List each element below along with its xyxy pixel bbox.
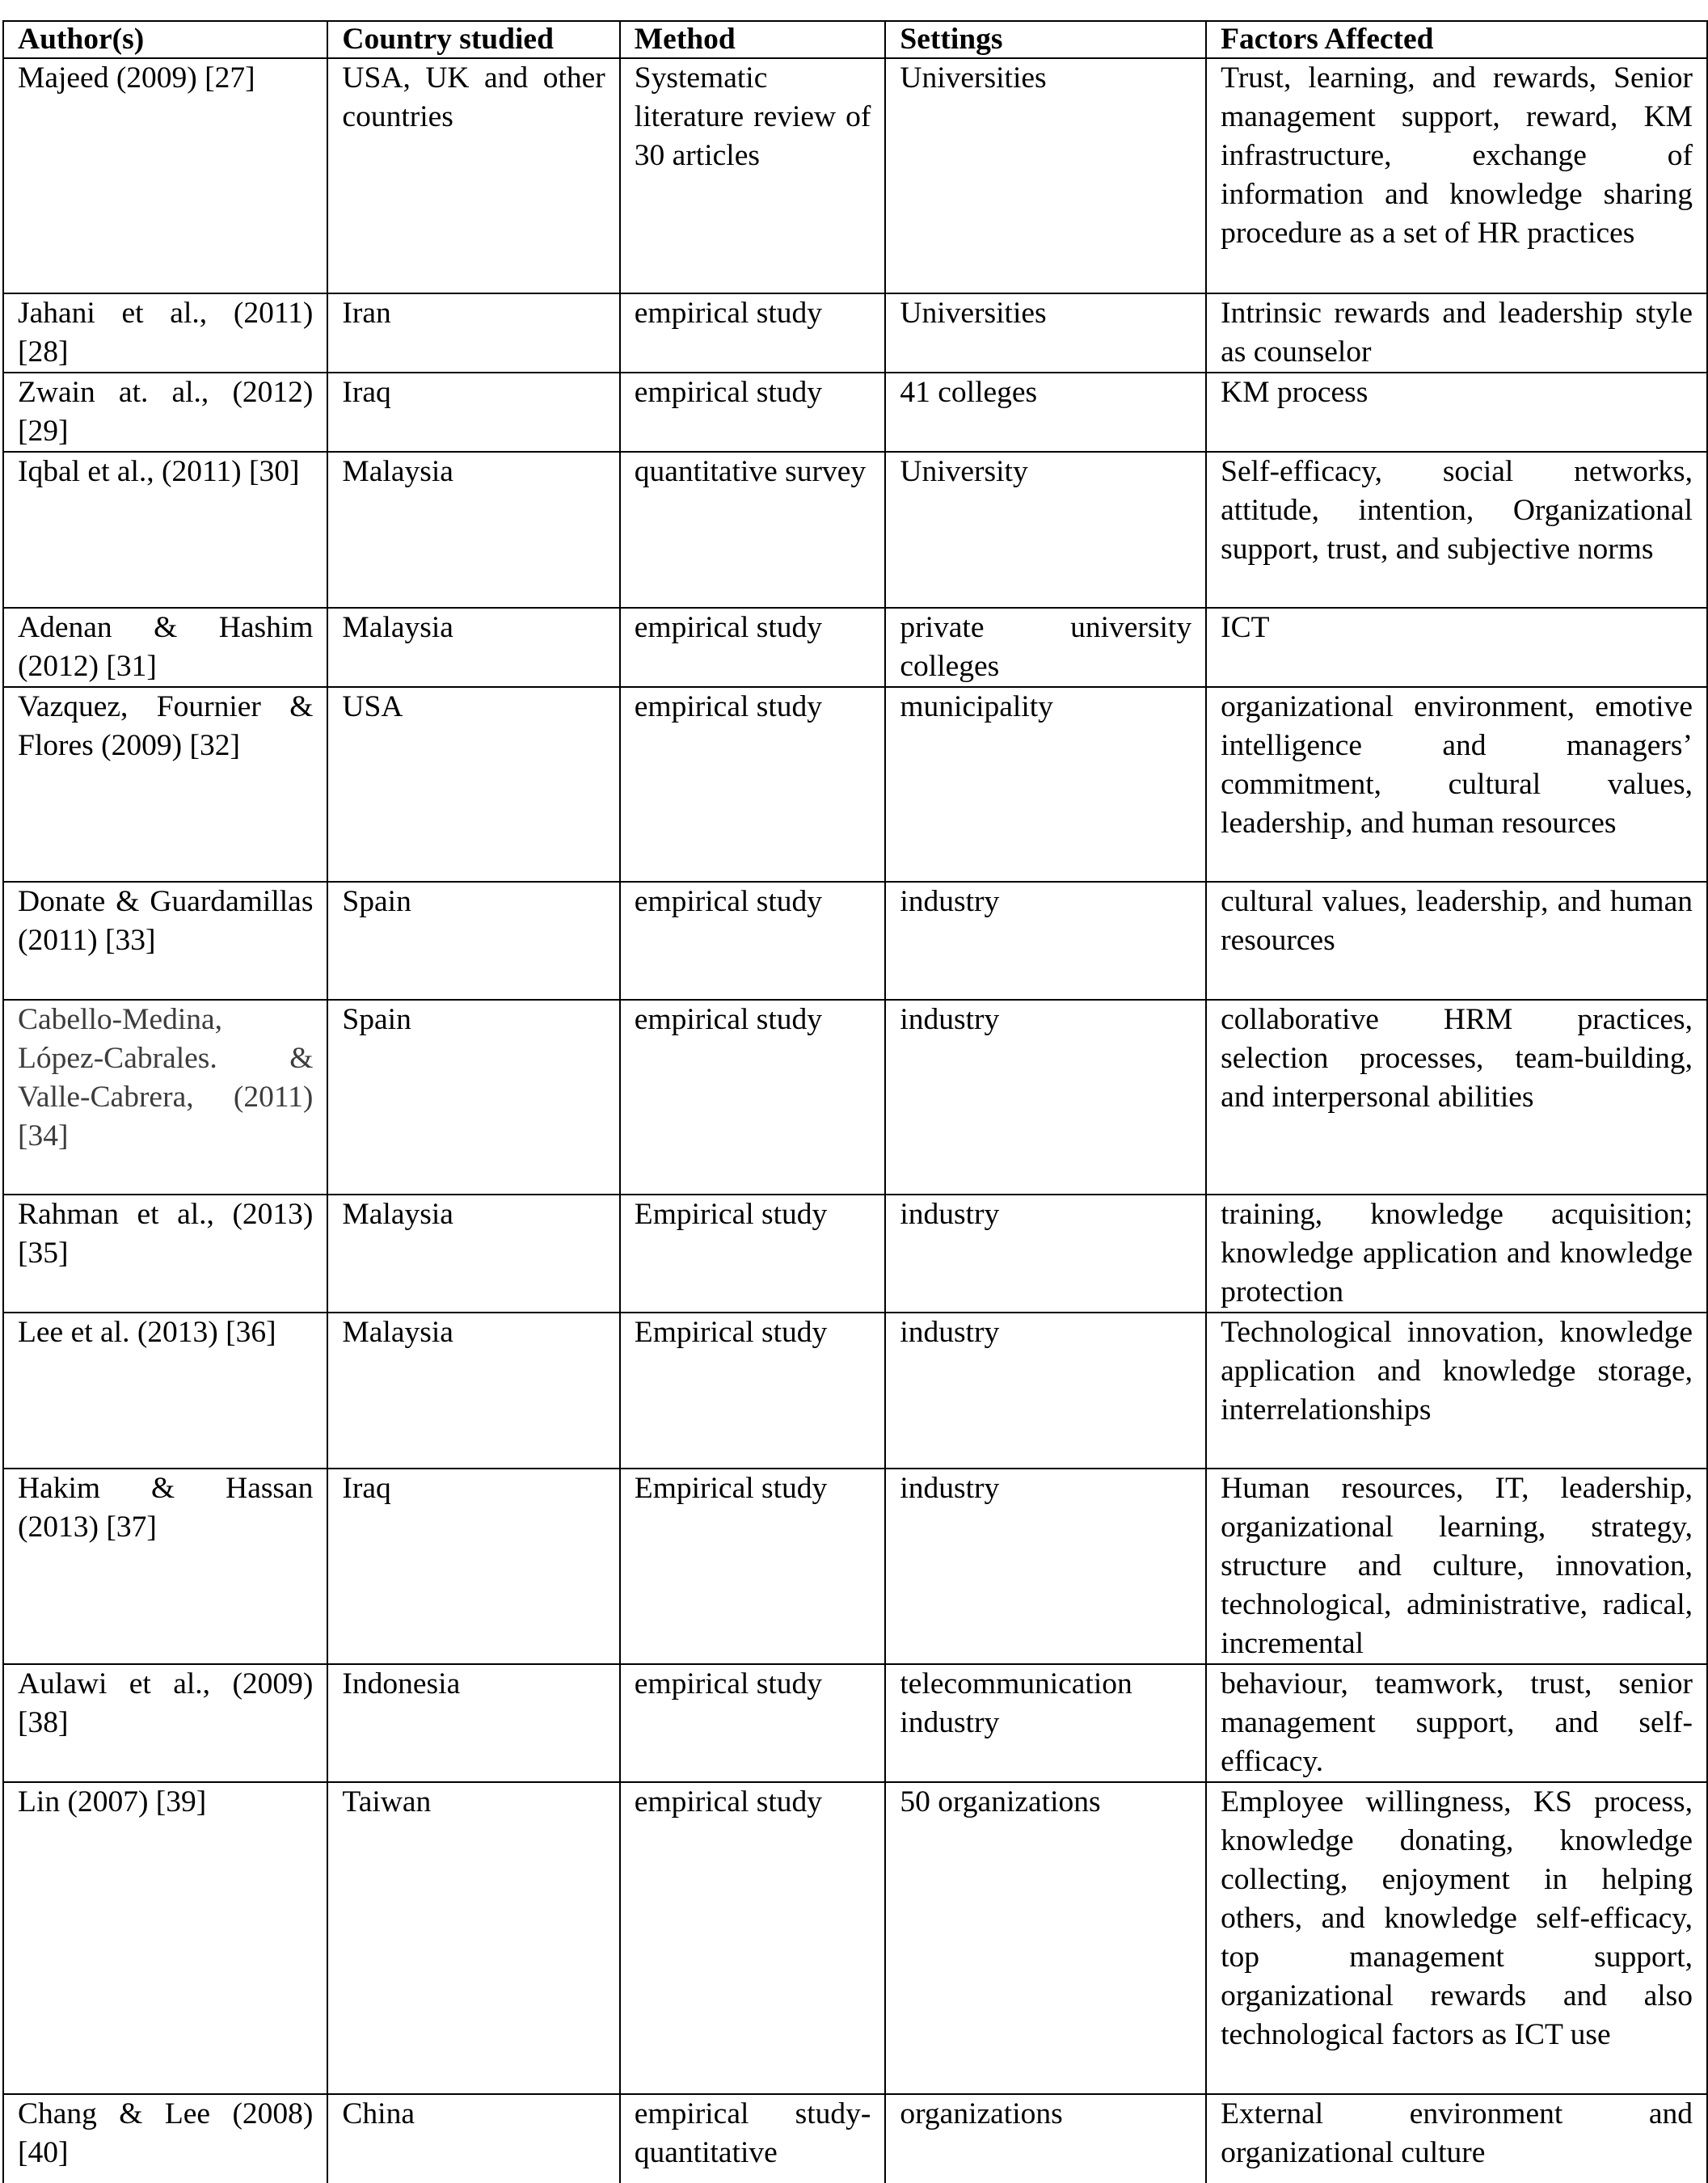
cell-country: USA [327, 687, 619, 882]
cell-author: Donate & Guardamillas (2011) [33] [3, 882, 327, 1000]
cell-country: Iran [327, 293, 619, 373]
cell-author: Iqbal et al., (2011) [30] [3, 452, 327, 608]
cell-method: empirical study [620, 1664, 886, 1782]
cell-factors: Intrinsic rewards and leadership style as counselor [1206, 293, 1707, 373]
cell-method: empirical study [620, 608, 886, 687]
cell-country: Malaysia [327, 452, 619, 608]
table-row [3, 58, 1707, 293]
table-row [3, 452, 1707, 608]
table-row [3, 882, 1707, 1000]
cell-author: Lee et al. (2013) [36] [3, 1313, 327, 1469]
table-row [3, 608, 1707, 687]
cell-country: Indonesia [327, 1664, 619, 1782]
cell-author: Lin (2007) [39] [3, 1782, 327, 2094]
cell-settings: industry [885, 1313, 1206, 1469]
cell-factors: Self-efficacy, social networks, attitude, intention, Organizational support, trust, and subjective norms [1206, 452, 1707, 608]
cell-method: empirical study [620, 1000, 886, 1195]
cell-settings: Universities [885, 293, 1206, 373]
cell-author: Cabello-Medina, López-Cabrales. & Valle-Cabrera, (2011) [34] [3, 1000, 327, 1195]
cell-country: Taiwan [327, 1782, 619, 2094]
cell-settings: industry [885, 1195, 1206, 1313]
cell-factors: Human resources, IT, leadership, organizational learning, strategy, structure and culture, innovation, technological, administrative, radical, incremental [1206, 1469, 1707, 1664]
cell-factors: behaviour, teamwork, trust, senior management support, and self-efficacy. [1206, 1664, 1707, 1782]
cell-settings: telecommunication industry [885, 1664, 1206, 1782]
cell-factors: collaborative HRM practices, selection processes, team-building, and interpersonal abilities [1206, 1000, 1707, 1195]
cell-settings: industry [885, 1469, 1206, 1664]
cell-factors: cultural values, leadership, and human resources [1206, 882, 1707, 1000]
cell-author: Rahman et al., (2013) [35] [3, 1195, 327, 1313]
cell-settings: industry [885, 882, 1206, 1000]
table-row [3, 1664, 1707, 1782]
cell-factors: Trust, learning, and rewards, Senior management support, reward, KM infrastructure, exchange of information and knowledge sharing procedure as a set of HR practices [1206, 58, 1707, 293]
table-row [3, 2094, 1707, 2183]
table-row [3, 1469, 1707, 1664]
table-row [3, 1000, 1707, 1195]
cell-settings: 41 colleges [885, 373, 1206, 452]
cell-settings: Universities [885, 58, 1206, 293]
table-header-row [3, 21, 1707, 58]
header-country: Country studied [327, 21, 619, 58]
cell-factors: KM process [1206, 373, 1707, 452]
cell-country: Malaysia [327, 608, 619, 687]
cell-method: empirical study [620, 882, 886, 1000]
header-factors: Factors Affected [1206, 21, 1707, 58]
cell-method: Empirical study [620, 1313, 886, 1469]
table-row [3, 1313, 1707, 1469]
cell-settings: municipality [885, 687, 1206, 882]
cell-method: empirical study [620, 373, 886, 452]
cell-method: empirical study [620, 687, 886, 882]
table-row [3, 1782, 1707, 2094]
cell-author: Zwain at. al., (2012) [29] [3, 373, 327, 452]
cell-method: quantitative survey [620, 452, 886, 608]
cell-settings: 50 organizations [885, 1782, 1206, 2094]
cell-author: Adenan & Hashim (2012) [31] [3, 608, 327, 687]
cell-factors: training, knowledge acquisition; knowledge application and knowledge protection [1206, 1195, 1707, 1313]
cell-author: Majeed (2009) [27] [3, 58, 327, 293]
header-method: Method [620, 21, 886, 58]
cell-author: Aulawi et al., (2009) [38] [3, 1664, 327, 1782]
cell-country: Iraq [327, 1469, 619, 1664]
cell-country: USA, UK and other countries [327, 58, 619, 293]
literature-review-table [2, 20, 1708, 2183]
cell-country: Iraq [327, 373, 619, 452]
cell-author: Jahani et al., (2011) [28] [3, 293, 327, 373]
cell-author: Chang & Lee (2008) [40] [3, 2094, 327, 2183]
cell-settings: University [885, 452, 1206, 608]
cell-country: Spain [327, 1000, 619, 1195]
header-settings: Settings [885, 21, 1206, 58]
cell-author: Hakim & Hassan (2013) [37] [3, 1469, 327, 1664]
cell-author: Vazquez, Fournier & Flores (2009) [32] [3, 687, 327, 882]
cell-method: Systematic literature review of 30 articles [620, 58, 886, 293]
cell-country: Spain [327, 882, 619, 1000]
cell-settings: organizations [885, 2094, 1206, 2183]
cell-method: empirical study-quantitative [620, 2094, 886, 2183]
table-row [3, 293, 1707, 373]
table-row [3, 373, 1707, 452]
cell-country: Malaysia [327, 1195, 619, 1313]
cell-method: empirical study [620, 1782, 886, 2094]
cell-method: empirical study [620, 293, 886, 373]
cell-method: Empirical study [620, 1469, 886, 1664]
cell-settings: private university colleges [885, 608, 1206, 687]
cell-factors: organizational environment, emotive intelligence and managers’ commitment, cultural values, leadership, and human resources [1206, 687, 1707, 882]
cell-country: Malaysia [327, 1313, 619, 1469]
cell-factors: Employee willingness, KS process, knowledge donating, knowledge collecting, enjoyment in helping others, and knowledge self-efficacy, top management support, organizational rewards and also technological factors as ICT use [1206, 1782, 1707, 2094]
table-row [3, 1195, 1707, 1313]
cell-country: China [327, 2094, 619, 2183]
cell-method: Empirical study [620, 1195, 886, 1313]
cell-factors: External environment and organizational culture [1206, 2094, 1707, 2183]
cell-factors: Technological innovation, knowledge application and knowledge storage, interrelationships [1206, 1313, 1707, 1469]
cell-factors: ICT [1206, 608, 1707, 687]
header-author: Author(s) [3, 21, 327, 58]
cell-settings: industry [885, 1000, 1206, 1195]
table-row [3, 687, 1707, 882]
